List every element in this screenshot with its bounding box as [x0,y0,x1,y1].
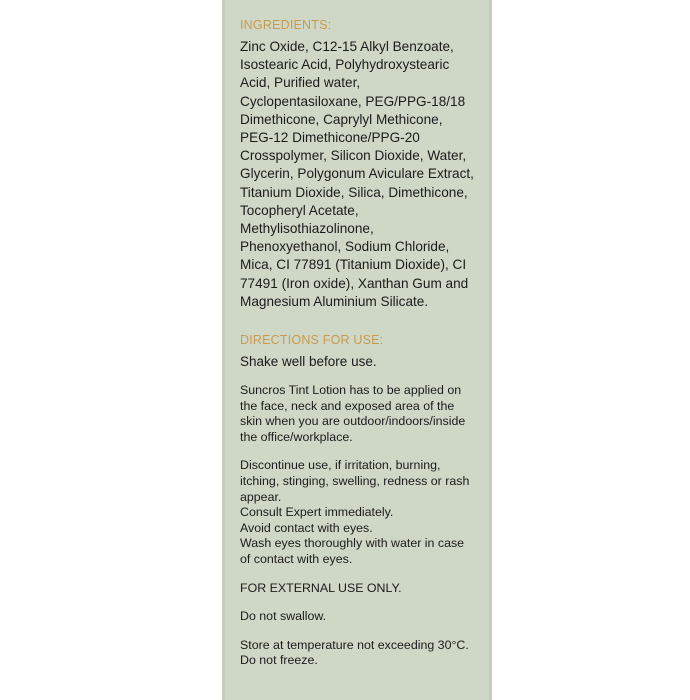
paragraph-spacer [240,445,476,458]
directions-section [240,333,476,669]
external-use-warning: FOR EXTERNAL USE ONLY. [240,580,402,595]
ingredients-section [240,18,476,311]
directions-paragraph-2: Discontinue use, if irritation, burning, itching, stinging, swelling, redness or rash appear. [240,458,470,504]
ingredients-list-text: Zinc Oxide, C12-15 Alkyl Benzoate, Isostearic Acid, Polyhydroxystearic Acid, Purified water, Cyclopentasiloxane, PEG/PPG-18/18 Dimethicone, Caprylyl Methicone, PEG-12 Dimethicone/PPG-20 Crosspolymer, Silicon Dioxide, Water, Glycerin, Polygonum Aviculare Extract, Titanium Dioxide, Silica, Dimethicone, Tocopheryl Acetate, Methylisothiazolinone, Phenoxyethanol, Sodium Chloride, Mica, CI 77891 (Titanium Dioxide), CI 77491 (Iron oxide), Xanthan Gum and Magnesium Aluminium Silicate. [240,39,474,309]
directions-paragraph-3: Consult Expert immediately. [240,505,394,520]
section-spacer [240,311,476,333]
directions-lead-text: Shake well before use. [240,354,377,370]
do-not-swallow-warning: Do not swallow. [240,609,327,624]
carton-label-panel [222,0,492,700]
ingredients-heading: INGREDIENTS: [240,18,332,32]
directions-heading: DIRECTIONS FOR USE: [240,333,384,348]
storage-instructions: Store at temperature not exceeding 30°C. Do not freeze. [240,637,469,668]
directions-paragraph-4: Avoid contact with eyes. [240,520,373,535]
directions-paragraph-1: Suncros Tint Lotion has to be applied on the face, neck and exposed area of the skin when you are outdoor/indoors/inside the office/workplace. [240,383,466,444]
paragraph-spacer [240,370,476,383]
paragraph-spacer [240,625,476,638]
directions-paragraph-5: Wash eyes thoroughly with water in case of contact with eyes. [240,536,465,566]
paragraph-spacer [240,596,476,609]
paragraph-spacer [240,568,476,581]
